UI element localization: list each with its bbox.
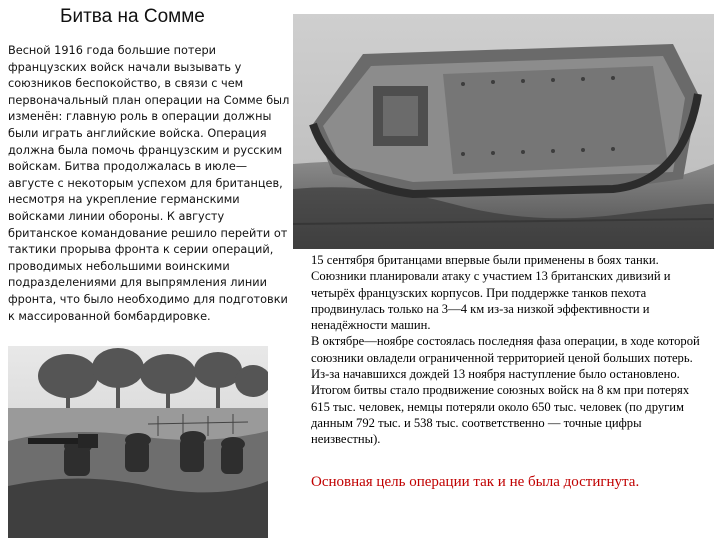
tank-photo — [293, 14, 714, 249]
trench-photo — [8, 346, 268, 538]
conclusion-text: Основная цель операции так и не была достигнута. — [311, 474, 640, 490]
page-title: Битва на Сомме — [60, 6, 205, 27]
right-text-block — [311, 252, 711, 448]
right-paragraph-1: 15 сентября британцами впервые были применены в боях танки. Союзники планировали атаку с участием 13 британских дивизий и четырёх французских корпусов. При поддержке танков пехота продвинулась только на 3—4 км из-за низкой эффективности и ненадёжности машин. — [311, 253, 671, 333]
right-paragraph-2: В октябре—ноябре состоялась последняя фаза операции, в ходе которой союзники овладели ограниченной территорией ценой больших потерь. Из-за начавшихся дождей 13 ноября наступление было остановлено. — [311, 334, 700, 382]
left-paragraph: Весной 1916 года большие потери французских войск начали вызывать у союзников беспокойство, в связи с чем первоначальный план операции на Сомме был изменён: главную роль в операции должны были играть английские войска. Операция должна была помочь французским и русским войскам. Битва продолжалась в июле—августе с некоторым успехом для британцев, несмотря на укрепление германскими войсками линии обороны. К августу британское командование решило перейти от тактики прорыва фронта к серии операций, проводимых небольшими воинскими подразделениями для выпрямления линии фронта, что было необходимо для подготовки к массированной бомбардировке. — [8, 44, 290, 323]
right-paragraph-3: Итогом битвы стало продвижение союзных войск на 8 км при потерях 615 тыс. человек, немцы потеряли около 650 тыс. человек (по другим данным 792 тыс. и 538 тыс. соответственно — точные цифры неизвестны). — [311, 383, 690, 447]
